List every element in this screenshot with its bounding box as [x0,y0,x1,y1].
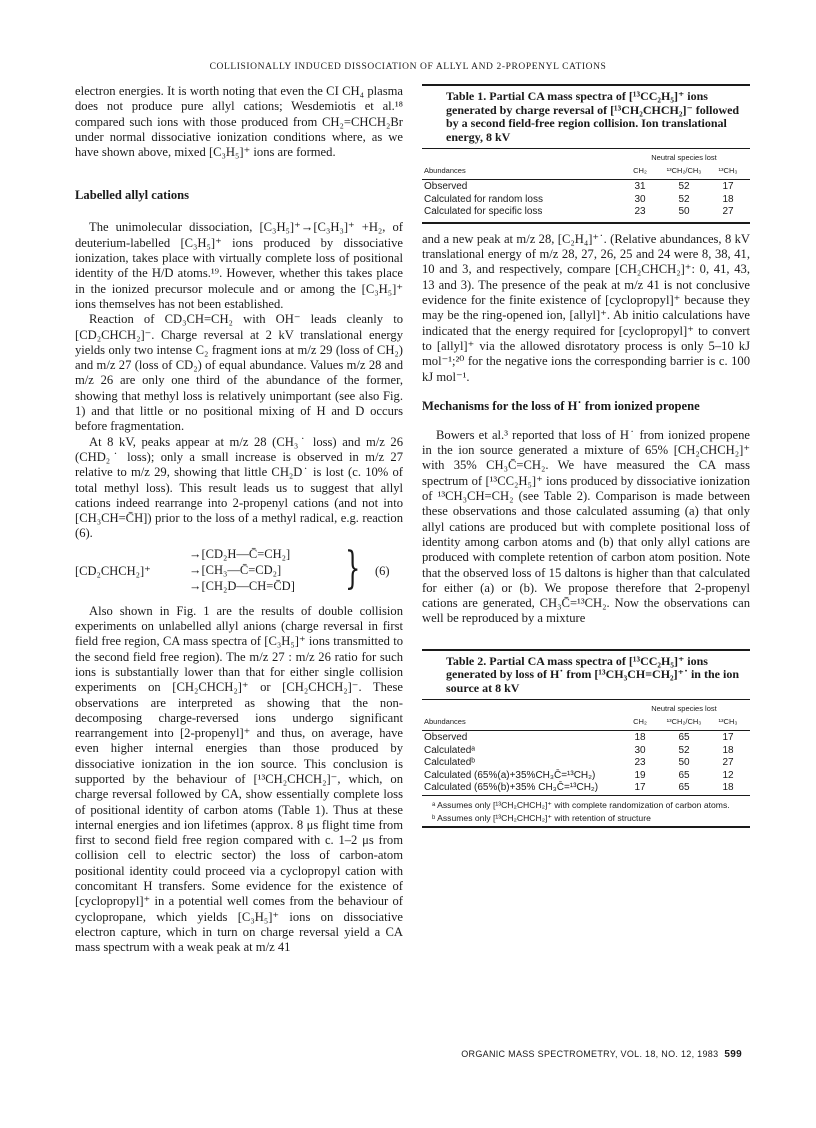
table-1-col-head: CH₂ [633,165,647,175]
table-2 [422,649,750,828]
table-2-neutral-head: Neutral species lost [651,704,717,714]
section-heading-mechanisms: Mechanisms for the loss of H˙ from ionized propene [422,398,700,413]
table-cell: 27 [722,206,734,218]
journal-citation: ORGANIC MASS SPECTROMETRY, VOL. 18, NO. 12, 1983 [461,1049,719,1059]
table-row [422,206,750,219]
table-2-body [422,700,750,826]
table-cell: 52 [678,193,690,205]
table-1-body [422,149,750,219]
right-column [422,84,750,828]
table-row [422,782,750,795]
table-2-row-label: Calculated (65%(a)+35%CH₃C̄=¹³CH₂) [424,769,596,781]
paragraph-unimolecular: The unimolecular dissociation, [C₃H₅]⁺→[C₃H₃]⁺ +H₂, of deuterium-labelled [C₃H₅]⁺ ions produced by dissociative ionization, takes place with virtually complete loss of positional identity of the H/D atoms.¹⁹. However, whether this takes place in the ionized precursor molecule and or among the [C₃H₅]⁺ ions themselves has not been established. [75,220,403,311]
table-row [422,181,750,194]
table-cell: 17 [634,782,646,794]
table-cell: 50 [678,206,690,218]
table-cell: 12 [722,769,734,781]
left-column [75,84,403,956]
paragraph-new-peak: and a new peak at m/z 28, [C₂H₄]⁺˙. (Relative abundances, 8 kV translational energy of m/z 28, 27, 26, 25 and 24 were 8, 38, 41, 10 and 3, and respectively, compare [CH₂CHCH₂]⁺: 0, 41, 43, 13 and 3). The presence of the peak at m/z 41 is not conclusive evidence for the finite existence of [cyclopropyl]⁺ because they may be the ring-opened ion, [allyl]⁺. Ab initio calculations have indicated that the energy required for [cyclopropyl]⁺ to convert to [allyl]⁺ via the allowed disrotatory process is only 5–10 kJ mol⁻¹;²⁰ for the negative ions the corresponding barrier is c. 100 kJ mol⁻¹. [422,231,750,384]
table-1-caption-text: Partial CA mass spectra of [¹³CC₂H₅]⁺ ions generated by charge reversal of [¹³CH₂CHCH₂]⁻ followed by a second field-free region collision. Ion translational energy, 8 kV [446,89,740,144]
table-2-col-head: ¹³CH₃ [718,716,738,726]
table-row [422,757,750,770]
running-head: COLLISIONALLY INDUCED DISSOCIATION OF ALLYL AND 2-PROPENYL CATIONS [209,62,607,72]
table-cell: 17 [722,732,734,744]
table-cell: 31 [634,181,646,193]
table-cell: 18 [634,732,646,744]
table-cell: 19 [634,769,646,781]
table-2-row-label: Observed [424,732,468,744]
table-2-row-label: Calculated (65%(b)+35% CH₃C̄=¹³CH₂) [424,782,599,794]
reaction-number: (6) [375,563,390,578]
table-cell: 27 [722,757,734,769]
table-cell: 18 [722,782,734,794]
table-cell: 18 [722,193,734,205]
table-cell: 30 [634,193,646,205]
table-2-row-label: Calculatedᵃ [424,744,475,756]
table-1-abund-head: Abundances [424,165,466,175]
page-number: 599 [724,1049,742,1060]
table-row [422,732,750,745]
table-cell: 65 [678,782,690,794]
table-2-col-head: ¹³CH₂/CH₃ [666,716,702,726]
table-cell: 50 [678,757,690,769]
reaction-reactant: [CD₂CHCH₂]⁺ [75,563,151,578]
table-cell: 52 [678,181,690,193]
table-2-footnote-b: ᵇ Assumes only [¹³CH₂CHCH₂]⁺ with retention of structure [432,812,651,823]
reaction-products [189,546,295,594]
table-row [422,770,750,783]
reaction-brace: } [345,542,361,594]
table-cell: 52 [678,744,690,756]
table-cell: 18 [722,744,734,756]
table-2-abund-head: Abundances [424,716,466,726]
table-2-caption-text: Partial CA mass spectra of [¹³CC₂H₅]⁺ ions generated by loss of H˙ from [¹³CH₃CH=CH₂]⁺˙ in the ion source at 8 kV [446,653,739,695]
table-1-row-label: Calculated for specific loss [424,206,543,218]
table-1-col-head: ¹³CH₃ [718,165,738,175]
table-rule [422,826,750,828]
table-1-caption [422,86,750,148]
table-row [422,745,750,758]
table-1-neutral-head: Neutral species lost [651,153,717,163]
table-2-footnote-a: ᵃ Assumes only [¹³CH₂CHCH₂]⁺ with complete randomization of carbon atoms. [432,799,730,810]
table-1 [422,84,750,224]
paragraph-continuation: electron energies. It is worth noting that even the CI CH₄ plasma does not produce pure allyl cations; Wesdemiotis et al.¹⁸ compared such ions with those produced from CH₂=CHCH₂Br under normal dissociative ionization conditions where, as we have shown above, mixed [C₃H₅]⁺ ions are formed. [75,84,403,160]
table-2-label: Table 2. [446,653,487,668]
table-row [422,194,750,207]
table-cell: 23 [634,206,646,218]
reaction-product: →[CH₂D—CH=C̄D] [189,578,295,593]
table-2-col-head: CH₂ [633,716,647,726]
table-1-col-head: ¹³CH₂/CH₃ [666,165,702,175]
paragraph-double-collision: Also shown in Fig. 1 are the results of double collision experiments on unlabelled allyl anions (charge reversal in first field free region, CA mass spectra of [C₃H₅]⁺ ions transmitted to the second field free region). The m/z 27 : m/z 26 ratio for such ions is substantially lower than that for either single collision experiments on [CH₂CHCH₂]⁺ or [CH₂CHCH₂]⁻. These observations are interpreted as showing that the non-decomposing charge-reversed ions undergo significant rearrangement into [2-propenyl]⁺ and thus, on average, have even higher internal energies than those produced by dissociative ionization in the ion source. This conclusion is supported by the behaviour of [¹³CH₂CHCH₂]⁻, which, on charge reversal followed by CA, show essentially complete loss of positional identity of carbon atoms (Table 1). Thus at these internal energies and ion lifetimes (approx. 8 μs flight time from first to second field free region compared with c. 1–2 μs from collision cell to electric sector) the loss of carbon-atom positional identity could proceed via a cyclopropyl cation with concomitant H transfers. Some evidence for the existence of [cyclopropyl]⁺ in a potential well comes from the behaviour of cyclopropane, which yields [C₃H₅]⁺ ions on dissociative electron capture, which in turn on charge reversal yield a CA mass spectrum with a weak peak at m/z 41 [75,603,403,955]
table-cell: 30 [634,744,646,756]
section-heading-labelled-allyl: Labelled allyl cations [75,188,190,203]
reaction-6 [75,542,403,596]
page-footer [452,1049,742,1060]
table-2-caption [422,651,750,700]
table-cell: 65 [678,769,690,781]
reaction-product: →[CH₃—C̄=CD₂] [189,562,282,577]
paragraph-reaction-cd3: Reaction of CD₃CH=CH₂ with OH⁻ leads cleanly to [CD₂CHCH₂]⁻. Charge reversal at 2 kV translational energy yields only two intense C₂ fragment ions at m/z 29 (loss of CH₂) and m/z 27 (loss of CD₂) of equal abundance. Values m/z 28 and m/z 26 are only one third of the abundance of the former, showing that methyl loss is relatively unimportant (see also Fig. 1) and that little or no positional mixing of H and D occurs before fragmentation. [75,312,403,434]
table-cell: 17 [722,181,734,193]
paragraph-bowers: Bowers et al.³ reported that loss of H˙ from ionized propene in the ion source generated a mixture of 65% [CH₂CHCH₂]⁺ with 35% CH₃C̄=CH₂. We have measured the CA mass spectrum of [¹³CC₂H₅]⁺ ions produced by dissociative ionization of ¹³CH₃CH=CH₂ (see Table 2). Comparison is made between these observations and those calculated assuming (a) that only allyl cations are produced but with complete positional loss of identity among carbon atoms and (b) that only allyl cations are produced with complete retention of carbon atom position. Note that the observed loss of 15 daltons is higher than that calculated for either (a) or (b). We propose therefore that 2-propenyl cations are generated, CH₃C̄=¹³CH₂. Now the observations can well be reproduced by a mixture [422,427,750,626]
table-2-row-label: Calculatedᵇ [424,757,476,769]
table-1-row-label: Observed [424,181,468,193]
table-cell: 65 [678,732,690,744]
table-1-row-label: Calculated for random loss [424,193,543,205]
reaction-product: →[CD₂H—C̄=CH₂] [189,546,291,561]
table-cell: 23 [634,757,646,769]
table-1-label: Table 1. [446,89,487,103]
paragraph-8kv: At 8 kV, peaks appear at m/z 28 (CH₃˙ loss) and m/z 26 (CHD₂˙ loss); only a small increase is observed in m/z 27 relative to m/z 29, showing that little CH₂D˙ is lost (c. 10% of total methyl loss). This result leads us to suggest that allyl cations indeed rearrange into 2-propenyl cations (and not into [CH₃CH=C̄H]) prior to the loss of a methyl radical, e.g. reaction (6). [75,434,403,541]
